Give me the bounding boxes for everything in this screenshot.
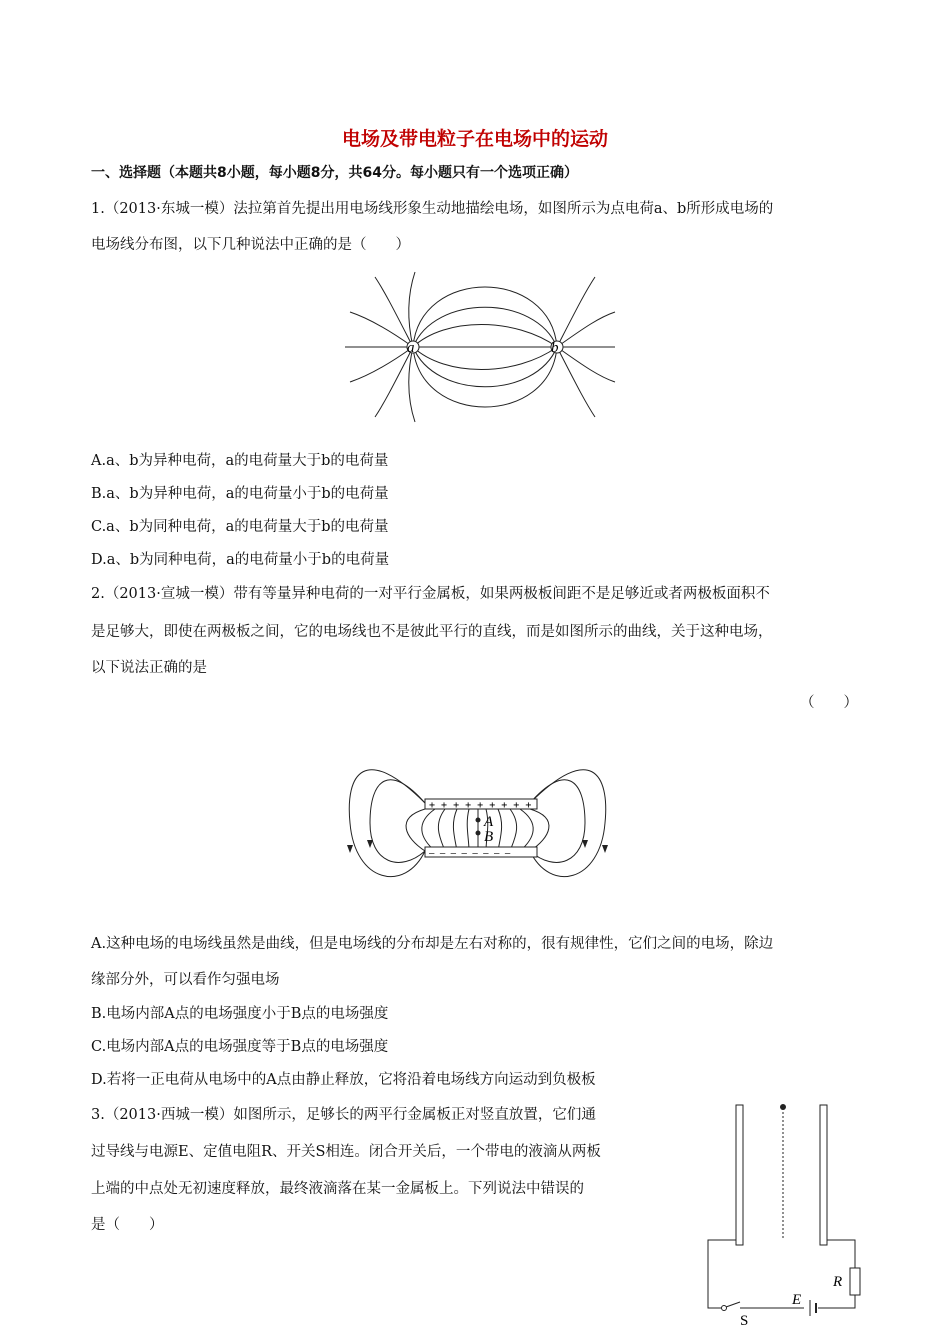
q2-option-d: D.若将一正电荷从电场中的A点由静止释放，它将沿着电场线方向运动到负极板 bbox=[91, 1072, 596, 1088]
q1-text-line2: 电场线分布图，以下几种说法中正确的是（ ） bbox=[91, 237, 410, 253]
q3-label-e: E bbox=[792, 1292, 802, 1308]
section-heading: 一、选择题（本题共8小题，每小题8分，共64分。每小题只有一个选项正确） bbox=[91, 165, 578, 181]
q2-option-b: B.电场内部A点的电场强度小于B点的电场强度 bbox=[91, 1006, 389, 1022]
q1-option-a: A.a、b为异种电荷，a的电荷量大于b的电荷量 bbox=[91, 453, 389, 469]
q2-option-a-line1: A.这种电场的电场线虽然是曲线，但是电场线的分布却是左右对称的，很有规律性，它们之间的电场，除边 bbox=[91, 936, 774, 952]
q1-option-c: C.a、b为同种电荷，a的电荷量大于b的电荷量 bbox=[91, 519, 389, 535]
q3-text-line1: 3.（2013·西城一模）如图所示，足够长的两平行金属板正对竖直放置，它们通 bbox=[91, 1107, 596, 1123]
q1-label-a: a bbox=[407, 340, 415, 356]
q2-label-a: A bbox=[484, 814, 494, 830]
q1-text-line1: 1.（2013·东城一模）法拉第首先提出用电场线形象生动地描绘电场，如图所示为点电荷a、b所形成电场的 bbox=[91, 201, 774, 217]
q2-minus-charges: — — — — — — — — bbox=[429, 849, 511, 859]
q2-text-line3: 以下说法正确的是 bbox=[91, 660, 207, 676]
q2-text-line2: 是足够大，即使在两极板之间，它的电场线也不是彼此平行的直线，而是如图所示的曲线，关于这种电场， bbox=[91, 624, 773, 640]
q2-text-line1: 2.（2013·宣城一模）带有等量异种电荷的一对平行金属板，如果两极板间距不是足够近或者两极板面积不 bbox=[91, 586, 770, 602]
q2-plus-charges: + + + + + + + + + bbox=[429, 800, 532, 811]
q3-text-line2: 过导线与电源E、定值电阻R、开关S相连。闭合开关后，一个带电的液滴从两板 bbox=[91, 1144, 601, 1160]
q1-field-line-diagram bbox=[345, 272, 620, 422]
q2-option-c: C.电场内部A点的电场强度等于B点的电场强度 bbox=[91, 1039, 389, 1055]
q2-parallel-plate-diagram bbox=[345, 733, 610, 893]
q1-option-d: D.a、b为同种电荷，a的电荷量小于b的电荷量 bbox=[91, 552, 390, 568]
q2-answer-paren: （ ） bbox=[800, 695, 858, 711]
q1-option-b: B.a、b为异种电荷，a的电荷量小于b的电荷量 bbox=[91, 486, 389, 502]
q3-label-r: R bbox=[833, 1274, 843, 1290]
page-title: 电场及带电粒子在电场中的运动 bbox=[341, 128, 608, 150]
q1-label-b: b bbox=[551, 340, 559, 356]
q2-option-a-line2: 缘部分外，可以看作匀强电场 bbox=[91, 972, 280, 988]
q3-label-s: S bbox=[740, 1313, 749, 1329]
q3-circuit-diagram bbox=[700, 1100, 865, 1340]
q3-text-line3: 上端的中点处无初速度释放，最终液滴落在某一金属板上。下列说法中错误的 bbox=[91, 1181, 584, 1197]
q3-text-line4: 是（ ） bbox=[91, 1217, 164, 1233]
q2-label-b: B bbox=[484, 829, 494, 845]
